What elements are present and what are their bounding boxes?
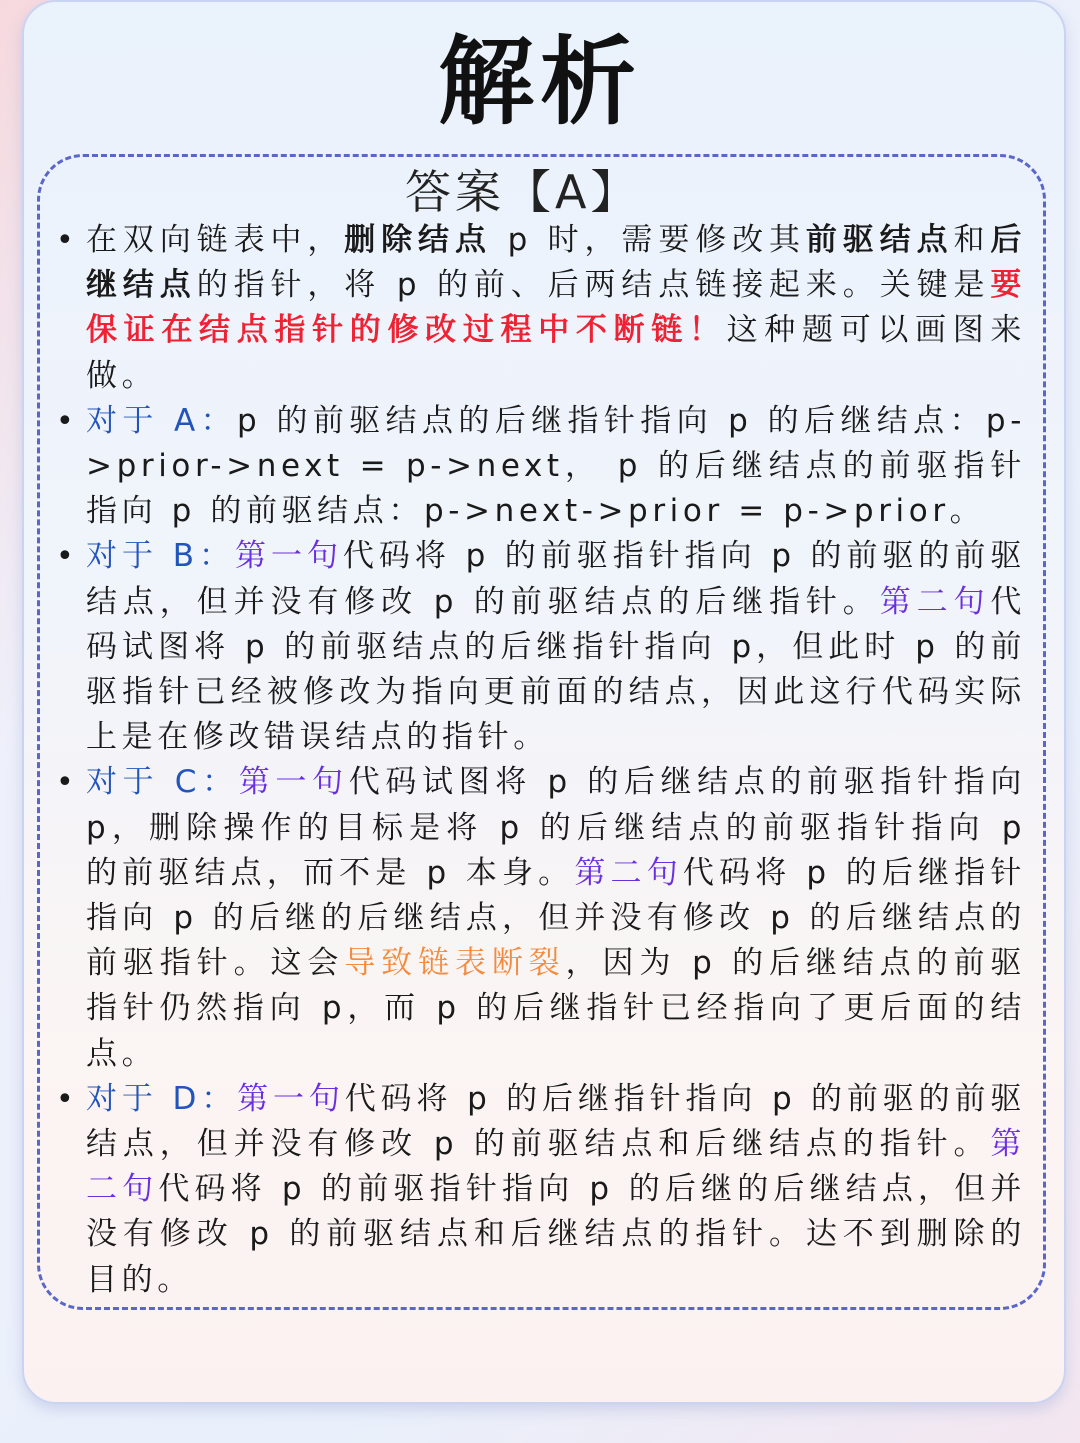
text-segment: 和 — [953, 222, 991, 258]
bullet-icon: • — [56, 1081, 79, 1117]
highlight-purple: 第二句 — [879, 583, 991, 620]
text-segment: 这种题可以画图来做。 — [86, 312, 1026, 394]
text-segment: p 时，需要修改其 — [491, 222, 806, 258]
highlight-red: 要保证在结点指针的修改过程中不断链！ — [86, 267, 1026, 349]
list-item — [56, 760, 1026, 1076]
text-segment: 代码将 p 的后继指针指向 p 的后继的后继结点，但并没有修改 p 的后继结点的前驱指针。这会 — [86, 854, 1026, 982]
answer-label: 答案【A】 — [405, 165, 641, 219]
highlight-orange: 导致链表断裂 — [344, 945, 566, 982]
highlight-blue: 对于 B： — [86, 538, 235, 575]
text-segment: ，因为 p 的后继结点的前驱指针仍然指向 p，而 p 的后继指针已经指向了更后面的结点。 — [86, 945, 1026, 1072]
text-segment: 在双向链表中， — [86, 222, 345, 258]
bullet-icon: • — [56, 403, 79, 439]
text-segment: 代码试图将 p 的前驱结点的后继指针指向 p，但此时 p 的前驱指针已经被修改为指向更前面的结点，因此这行代码实际上是在修改错误结点的指针。 — [86, 583, 1026, 756]
text-segment: 代码将 p 的前驱指针指向 p 的后继的后继结点，但并没有修改 p 的前驱结点和后继结点的指针。达不到删除的目的。 — [86, 1171, 1026, 1298]
bullet-icon: • — [56, 765, 79, 801]
explanation-list — [56, 218, 1026, 1303]
text-segment: 代码将 p 的后继指针指向 p 的前驱的前驱结点，但并没有修改 p 的前驱结点和后继结点的指针。 — [86, 1080, 1026, 1163]
highlight-blue: 对于 C： — [86, 764, 239, 801]
highlight-blue: 对于 A： — [86, 402, 237, 439]
highlight-purple: 第二句 — [574, 854, 683, 891]
highlight-blue: 对于 D： — [86, 1080, 238, 1117]
highlight-b: 后继结点 — [86, 222, 1027, 304]
highlight-purple: 第一句 — [237, 1080, 345, 1117]
text-segment: 代码将 p 的前驱指针指向 p 的前驱的前驱结点，但并没有修改 p 的前驱结点的后继指针。 — [86, 538, 1026, 620]
highlight-b: 删除结点 — [344, 222, 492, 258]
bullet-icon: • — [56, 539, 79, 575]
highlight-purple: 第一句 — [238, 764, 349, 801]
highlight-b: 前驱结点 — [805, 222, 954, 258]
bullet-icon: • — [56, 223, 79, 258]
list-item — [56, 1077, 1026, 1303]
text-segment: 代码试图将 p 的后继结点的前驱指针指向 p，删除操作的目标是将 p 的后继结点的前驱指针指向 p 的前驱结点，而不是 p 本身。 — [86, 764, 1026, 891]
text-segment: p 的前驱结点的后继指针指向 p 的后继结点：p->prior->next = p->next， p 的后继结点的前驱指针指向 p 的前驱结点：p->next->prior = p->prior。 — [86, 402, 1026, 530]
text-segment: 的指针，将 p 的前、后两结点链接起来。关键是 — [196, 267, 991, 304]
highlight-purple: 第二句 — [86, 1126, 1026, 1208]
highlight-purple: 第一句 — [235, 538, 343, 575]
list-item — [56, 218, 1026, 399]
page-title: 解析 — [438, 26, 642, 138]
list-item — [56, 399, 1026, 535]
list-item — [56, 534, 1026, 760]
